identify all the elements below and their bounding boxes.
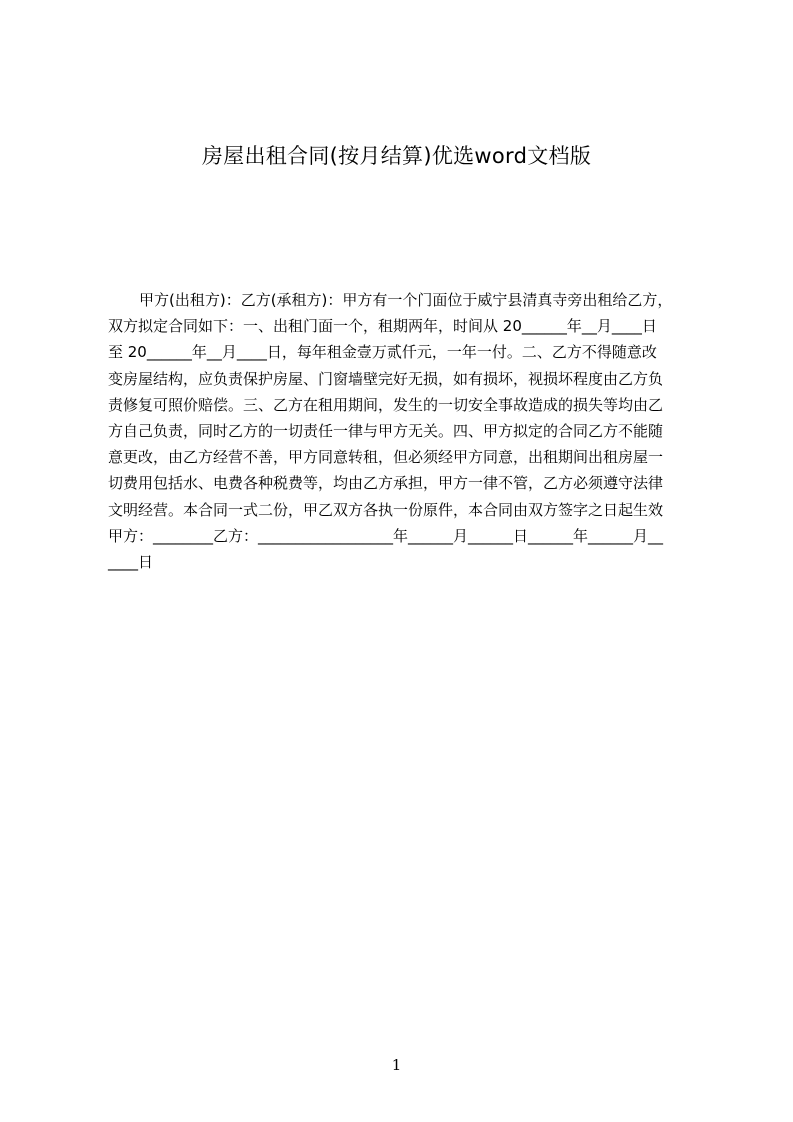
body-line-2: 双方拟定合同如下：一、出租门面一个，租期两年，时间从 20______年__月____日 — [108, 317, 657, 336]
body-line-8: 切费用包括水、电费各种税费等，均由乙方承担，甲方一律不管，乙方必须遵守法律 — [108, 474, 664, 493]
body-line-9: 文明经营。本合同一式二份，甲乙双方各执一份原件，本合同由双方签字之日起生效 — [108, 500, 664, 519]
body-line-1: 甲方(出租方)：乙方(承租方)：甲方有一个门面位于威宁县清真寺旁出租给乙方， — [139, 291, 673, 309]
body-line-5: 责修复可照价赔偿。三、乙方在租用期间，发生的一切安全事故造成的损失等均由乙 — [108, 395, 664, 414]
body-line-7: 意更改，由乙方经营不善，甲方同意转租，但必须经甲方同意，出租期间出租房屋一 — [108, 448, 664, 467]
page-number: 1 — [391, 1056, 402, 1074]
signature-line: 甲方：________乙方：__________________年______月______日______年______月__ — [108, 526, 664, 545]
contract-body — [108, 287, 708, 575]
body-line-6: 方自己负责，同时乙方的一切责任一律与甲方无关。四、甲方拟定的合同乙方不能随 — [108, 421, 664, 440]
body-line-3: 至 20______年__月____日，每年租金壹万贰仟元，一年一付。二、乙方不得随意改 — [108, 343, 657, 362]
document-title: 房屋出租合同(按月结算)优选word文档版 — [201, 144, 592, 168]
signature-line-end: ____日 — [108, 552, 154, 571]
body-line-4: 变房屋结构，应负责保护房屋、门窗墙壁完好无损，如有损坏，视损坏程度由乙方负 — [108, 369, 664, 388]
